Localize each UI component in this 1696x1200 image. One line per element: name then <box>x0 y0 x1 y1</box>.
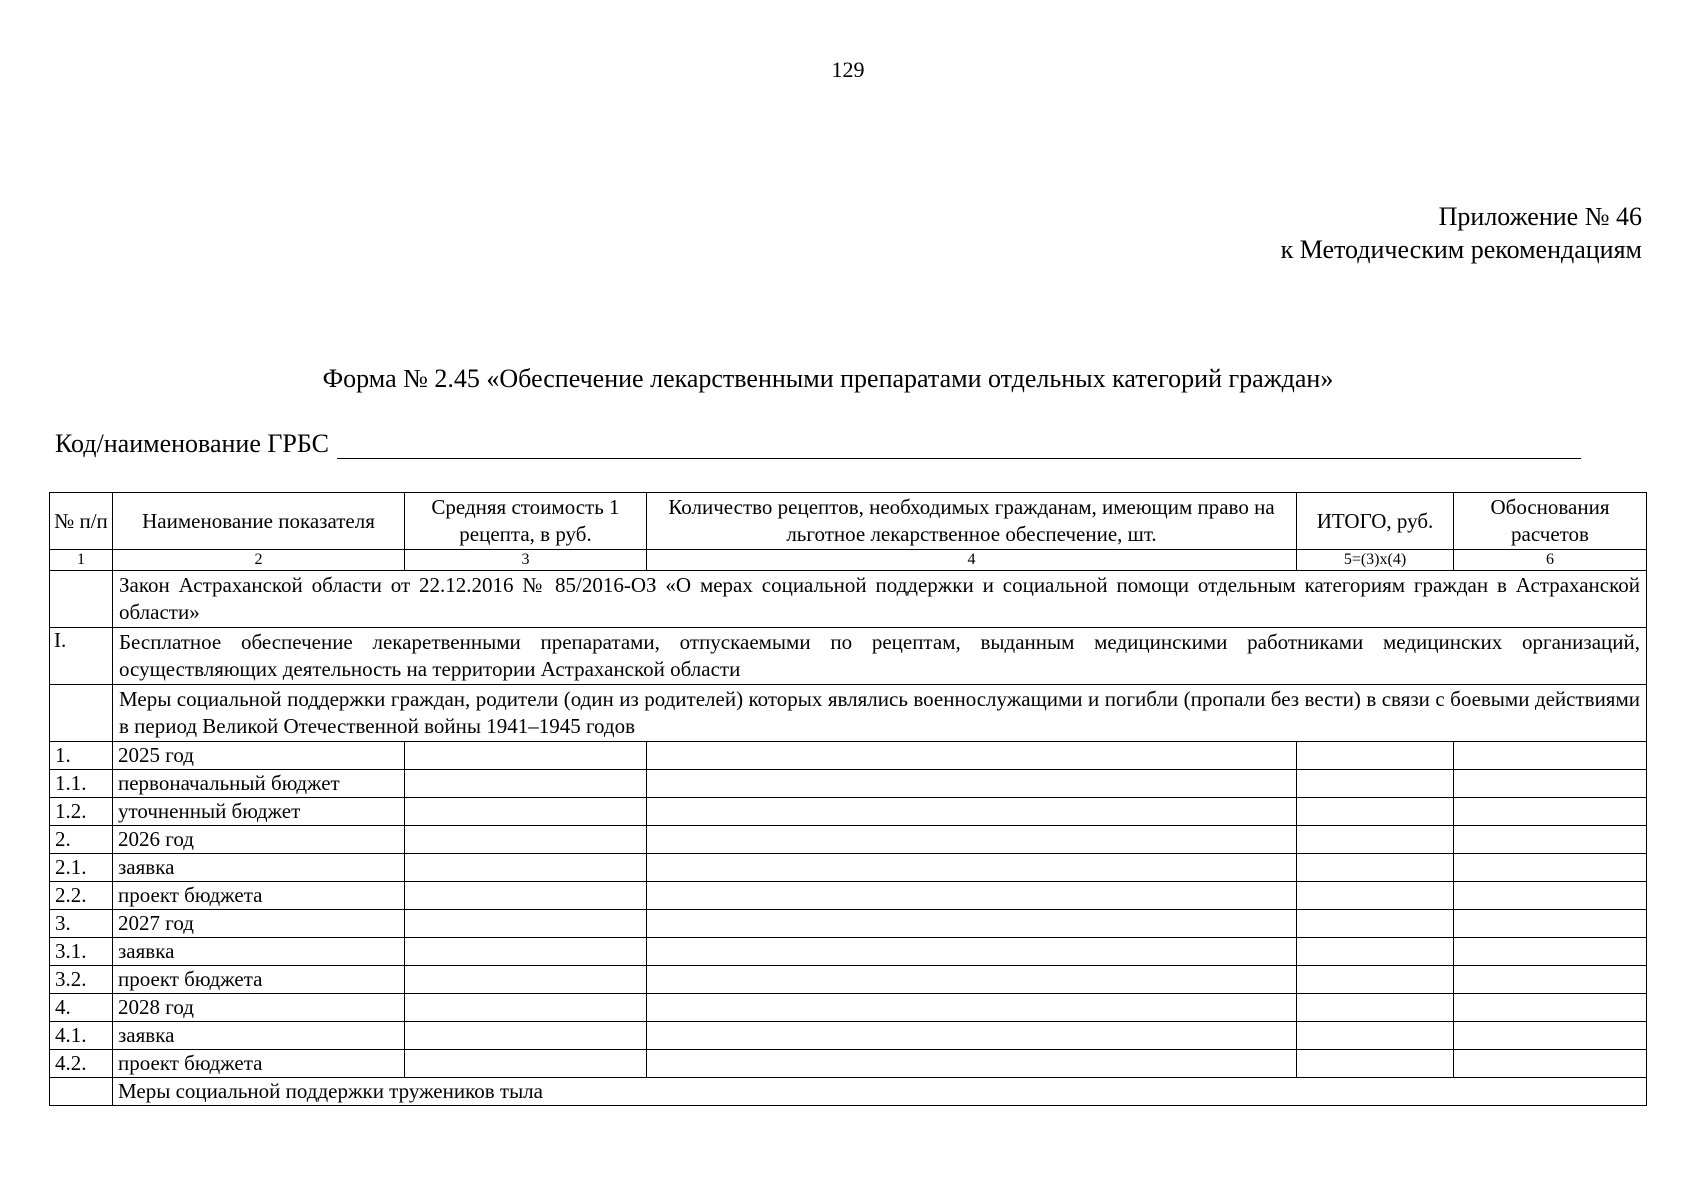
cell-total <box>1297 742 1454 770</box>
section-text: Меры социальной поддержки граждан, родители (один из родителей) которых являлись военнослужащими и погибли (пропали без вести) в связи с боевыми действиями в период Великой Отечественной войны 1941–1945 годов <box>113 685 1647 742</box>
row-name: 2025 год <box>113 742 405 770</box>
table-row <box>50 742 1647 770</box>
cell-total <box>1297 1022 1454 1050</box>
section-row <box>50 571 1647 628</box>
table-row <box>50 854 1647 882</box>
cell-avg-cost <box>405 882 647 910</box>
table-row <box>50 826 1647 854</box>
cell-total <box>1297 994 1454 1022</box>
header-prescription-count: Количество рецептов, необходимых гражданам, имеющим право на льготное лекарственное обеспечение, шт. <box>647 493 1297 550</box>
column-number: 3 <box>405 550 647 571</box>
appendix-line-1: Приложение № 46 <box>1438 202 1642 231</box>
table-header-row <box>50 493 1647 550</box>
section-num <box>50 571 113 628</box>
cell-avg-cost <box>405 1022 647 1050</box>
cell-avg-cost <box>405 910 647 938</box>
table-row <box>50 882 1647 910</box>
section-row <box>50 628 1647 685</box>
cell-total <box>1297 1050 1454 1078</box>
cell-justification <box>1454 882 1647 910</box>
cell-total <box>1297 770 1454 798</box>
section-text: Бесплатное обеспечение лекаретвенными препаратами, отпускаемыми по рецептам, выданным медицинскими работниками медицинских организаций, осуществляющих деятельность на территории Астраханской области <box>113 628 1647 685</box>
table-row <box>50 938 1647 966</box>
row-num: 1.2. <box>50 798 113 826</box>
cell-prescription-count <box>647 854 1297 882</box>
section-num: I. <box>50 628 113 685</box>
page-number: 129 <box>831 57 865 82</box>
cell-prescription-count <box>647 798 1297 826</box>
header-total: ИТОГО, руб. <box>1297 493 1454 550</box>
cell-prescription-count <box>647 938 1297 966</box>
cell-prescription-count <box>647 910 1297 938</box>
row-num: 1. <box>50 742 113 770</box>
cell-justification <box>1454 742 1647 770</box>
cell-justification <box>1454 994 1647 1022</box>
table-row <box>50 994 1647 1022</box>
cell-prescription-count <box>647 1050 1297 1078</box>
column-number: 4 <box>647 550 1297 571</box>
row-num: 3.1. <box>50 938 113 966</box>
cell-total <box>1297 882 1454 910</box>
column-number: 1 <box>50 550 113 571</box>
cell-justification <box>1454 966 1647 994</box>
row-name: проект бюджета <box>113 966 405 994</box>
table-row <box>50 770 1647 798</box>
table-row <box>50 798 1647 826</box>
section-num <box>50 1078 113 1106</box>
row-name: заявка <box>113 938 405 966</box>
cell-prescription-count <box>647 966 1297 994</box>
row-name: проект бюджета <box>113 882 405 910</box>
row-num: 4.2. <box>50 1050 113 1078</box>
row-name: 2027 год <box>113 910 405 938</box>
table-row <box>50 1022 1647 1050</box>
row-num: 2.2. <box>50 882 113 910</box>
cell-avg-cost <box>405 1050 647 1078</box>
cell-total <box>1297 938 1454 966</box>
cell-avg-cost <box>405 798 647 826</box>
cell-justification <box>1454 826 1647 854</box>
cell-total <box>1297 966 1454 994</box>
header-indicator-name: Наименование показателя <box>113 493 405 550</box>
cell-prescription-count <box>647 826 1297 854</box>
cell-avg-cost <box>405 826 647 854</box>
row-name: 2026 год <box>113 826 405 854</box>
column-number: 5=(3)x(4) <box>1297 550 1454 571</box>
cell-justification <box>1454 1050 1647 1078</box>
form-table <box>49 492 1647 1106</box>
cell-prescription-count <box>647 742 1297 770</box>
cell-prescription-count <box>647 994 1297 1022</box>
column-number: 2 <box>113 550 405 571</box>
row-name: 2028 год <box>113 994 405 1022</box>
row-num: 4. <box>50 994 113 1022</box>
row-num: 3.2. <box>50 966 113 994</box>
row-name: первоначальный бюджет <box>113 770 405 798</box>
row-num: 4.1. <box>50 1022 113 1050</box>
cell-total <box>1297 826 1454 854</box>
cell-avg-cost <box>405 994 647 1022</box>
form-title-text: Форма № 2.45 «Обеспечение лекарственными препаратами отдельных категорий граждан» <box>322 364 1334 393</box>
row-name: проект бюджета <box>113 1050 405 1078</box>
row-num: 2.1. <box>50 854 113 882</box>
appendix-note <box>1281 200 1642 266</box>
cell-justification <box>1454 1022 1647 1050</box>
column-number: 6 <box>1454 550 1647 571</box>
appendix-line-2: к Методическим рекомендациям <box>1280 235 1642 264</box>
grbs-field <box>55 428 1581 459</box>
table-row <box>50 966 1647 994</box>
grbs-label: Код/наименование ГРБС <box>55 429 329 458</box>
form-title <box>0 364 1696 394</box>
cell-total <box>1297 798 1454 826</box>
cell-prescription-count <box>647 1022 1297 1050</box>
table-row <box>50 1050 1647 1078</box>
row-num: 3. <box>50 910 113 938</box>
grbs-blank-line <box>337 428 1581 459</box>
cell-total <box>1297 854 1454 882</box>
section-num <box>50 685 113 742</box>
table-row <box>50 910 1647 938</box>
cell-justification <box>1454 770 1647 798</box>
section-text: Закон Астраханской области от 22.12.2016 № 85/2016-ОЗ «О мерах социальной поддержки и социальной помощи отдельным категориям граждан в Астраханской области» <box>113 571 1647 628</box>
section-text: Меры социальной поддержки тружеников тыла <box>113 1078 1647 1106</box>
header-justification: Обоснования расчетов <box>1454 493 1647 550</box>
cell-avg-cost <box>405 854 647 882</box>
cell-prescription-count <box>647 882 1297 910</box>
row-name: заявка <box>113 854 405 882</box>
cell-justification <box>1454 854 1647 882</box>
cell-avg-cost <box>405 966 647 994</box>
cell-avg-cost <box>405 770 647 798</box>
header-num: № п/п <box>50 493 113 550</box>
row-num: 1.1. <box>50 770 113 798</box>
cell-justification <box>1454 938 1647 966</box>
section-row <box>50 685 1647 742</box>
cell-total <box>1297 910 1454 938</box>
cell-avg-cost <box>405 938 647 966</box>
section-row <box>50 1078 1647 1106</box>
cell-justification <box>1454 798 1647 826</box>
row-name: заявка <box>113 1022 405 1050</box>
cell-justification <box>1454 910 1647 938</box>
column-numbers-row <box>50 550 1647 571</box>
cell-avg-cost <box>405 742 647 770</box>
cell-prescription-count <box>647 770 1297 798</box>
header-avg-cost: Средняя стоимость 1 рецепта, в руб. <box>405 493 647 550</box>
row-num: 2. <box>50 826 113 854</box>
row-name: уточненный бюджет <box>113 798 405 826</box>
